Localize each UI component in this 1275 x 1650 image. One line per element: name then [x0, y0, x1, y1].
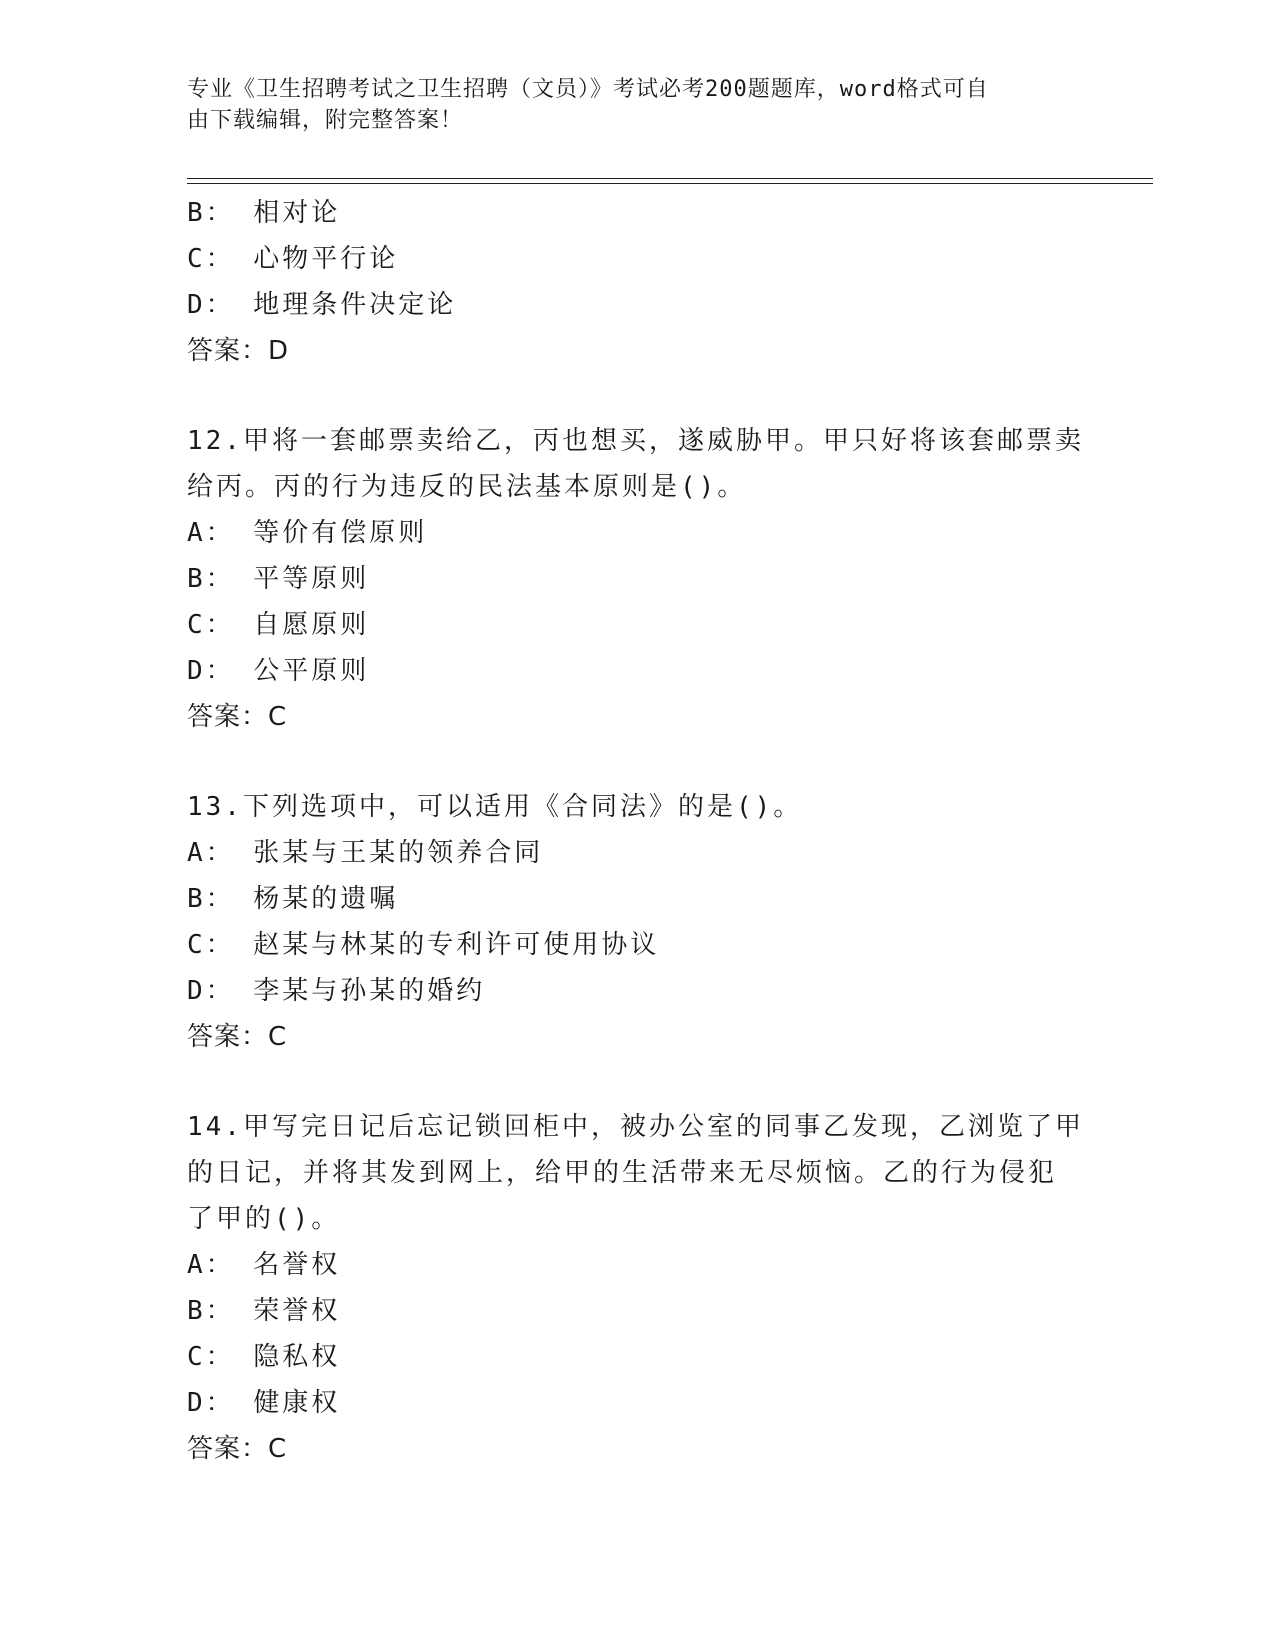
option-a: A： 等价有偿原则	[187, 518, 428, 548]
header-line-1: 专业《卫生招聘考试之卫生招聘（文员）》考试必考200题题库，word格式可自	[187, 77, 989, 102]
question-13	[187, 784, 1087, 1060]
document-header	[187, 74, 1067, 136]
option-d: D： 地理条件决定论	[187, 290, 457, 320]
question-11-continued	[187, 190, 1087, 374]
header-rule-bottom	[187, 183, 1153, 184]
answer: 答案：C	[187, 1022, 288, 1052]
option-d: D： 健康权	[187, 1388, 341, 1418]
question-stem: 13.下列选项中，可以适用《合同法》的是()。	[187, 792, 803, 822]
option-a: A： 名誉权	[187, 1250, 341, 1280]
question-stem: 的日记，并将其发到网上，给甲的生活带来无尽烦恼。乙的行为侵犯	[187, 1158, 1058, 1188]
question-stem: 给丙。丙的行为违反的民法基本原则是()。	[187, 472, 747, 502]
question-12	[187, 418, 1087, 740]
question-stem: 14.甲写完日记后忘记锁回柜中，被办公室的同事乙发现，乙浏览了甲	[187, 1112, 1084, 1142]
header-line-2: 由下载编辑，附完整答案！	[187, 108, 464, 133]
option-c: C： 赵某与林某的专利许可使用协议	[187, 930, 660, 960]
option-b: B： 相对论	[187, 198, 341, 228]
question-14	[187, 1104, 1087, 1472]
option-c: C： 隐私权	[187, 1342, 341, 1372]
option-d: D： 公平原则	[187, 656, 370, 686]
option-c: C： 自愿原则	[187, 610, 370, 640]
answer: 答案：C	[187, 1434, 288, 1464]
option-b: B： 荣誉权	[187, 1296, 341, 1326]
header-rule-top	[187, 178, 1153, 179]
document-body	[187, 190, 1087, 1472]
question-stem: 了甲的()。	[187, 1204, 341, 1234]
question-stem: 12.甲将一套邮票卖给乙，丙也想买，遂威胁甲。甲只好将该套邮票卖	[187, 426, 1084, 456]
answer: 答案：C	[187, 702, 288, 732]
option-b: B： 平等原则	[187, 564, 370, 594]
option-b: B： 杨某的遗嘱	[187, 884, 399, 914]
option-a: A： 张某与王某的领养合同	[187, 838, 544, 868]
option-d: D： 李某与孙某的婚约	[187, 976, 486, 1006]
answer: 答案：D	[187, 336, 290, 366]
option-c: C： 心物平行论	[187, 244, 399, 274]
